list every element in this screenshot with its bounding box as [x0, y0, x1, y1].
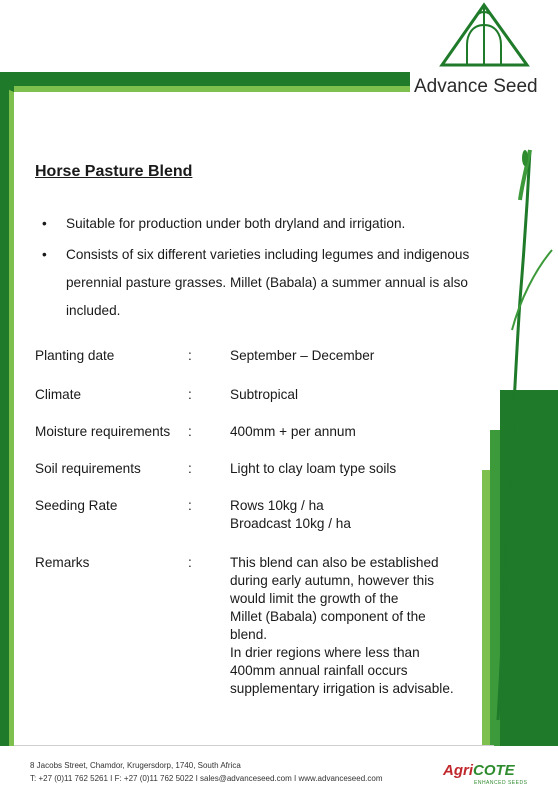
footer-address: 8 Jacobs Street, Chamdor, Krugersdorp, 1740, South Africa — [30, 761, 241, 770]
list-item: • Suitable for production under both dryland and irrigation. — [40, 210, 485, 238]
advance-seed-logo-icon — [437, 0, 532, 70]
brand-name: Advance Seed — [414, 76, 538, 97]
agricote-logo: AgriCOTE — [443, 762, 515, 779]
bullet-icon: • — [42, 216, 47, 231]
feature-list — [40, 210, 485, 328]
bullet-icon: • — [42, 247, 47, 262]
list-item: • Consists of six different varieties including legumes and indigenous perennial pasture grasses. Millet (Babala) a summer annual is also included. — [40, 241, 485, 325]
agricote-tagline: ENHANCED SEEDS — [474, 780, 528, 786]
footer-contact: T: +27 (0)11 762 5261 I F: +27 (0)11 762 5022 I sales@advanceseed.com I www.advanceseed.com — [30, 774, 383, 783]
page-title: Horse Pasture Blend — [35, 163, 193, 180]
